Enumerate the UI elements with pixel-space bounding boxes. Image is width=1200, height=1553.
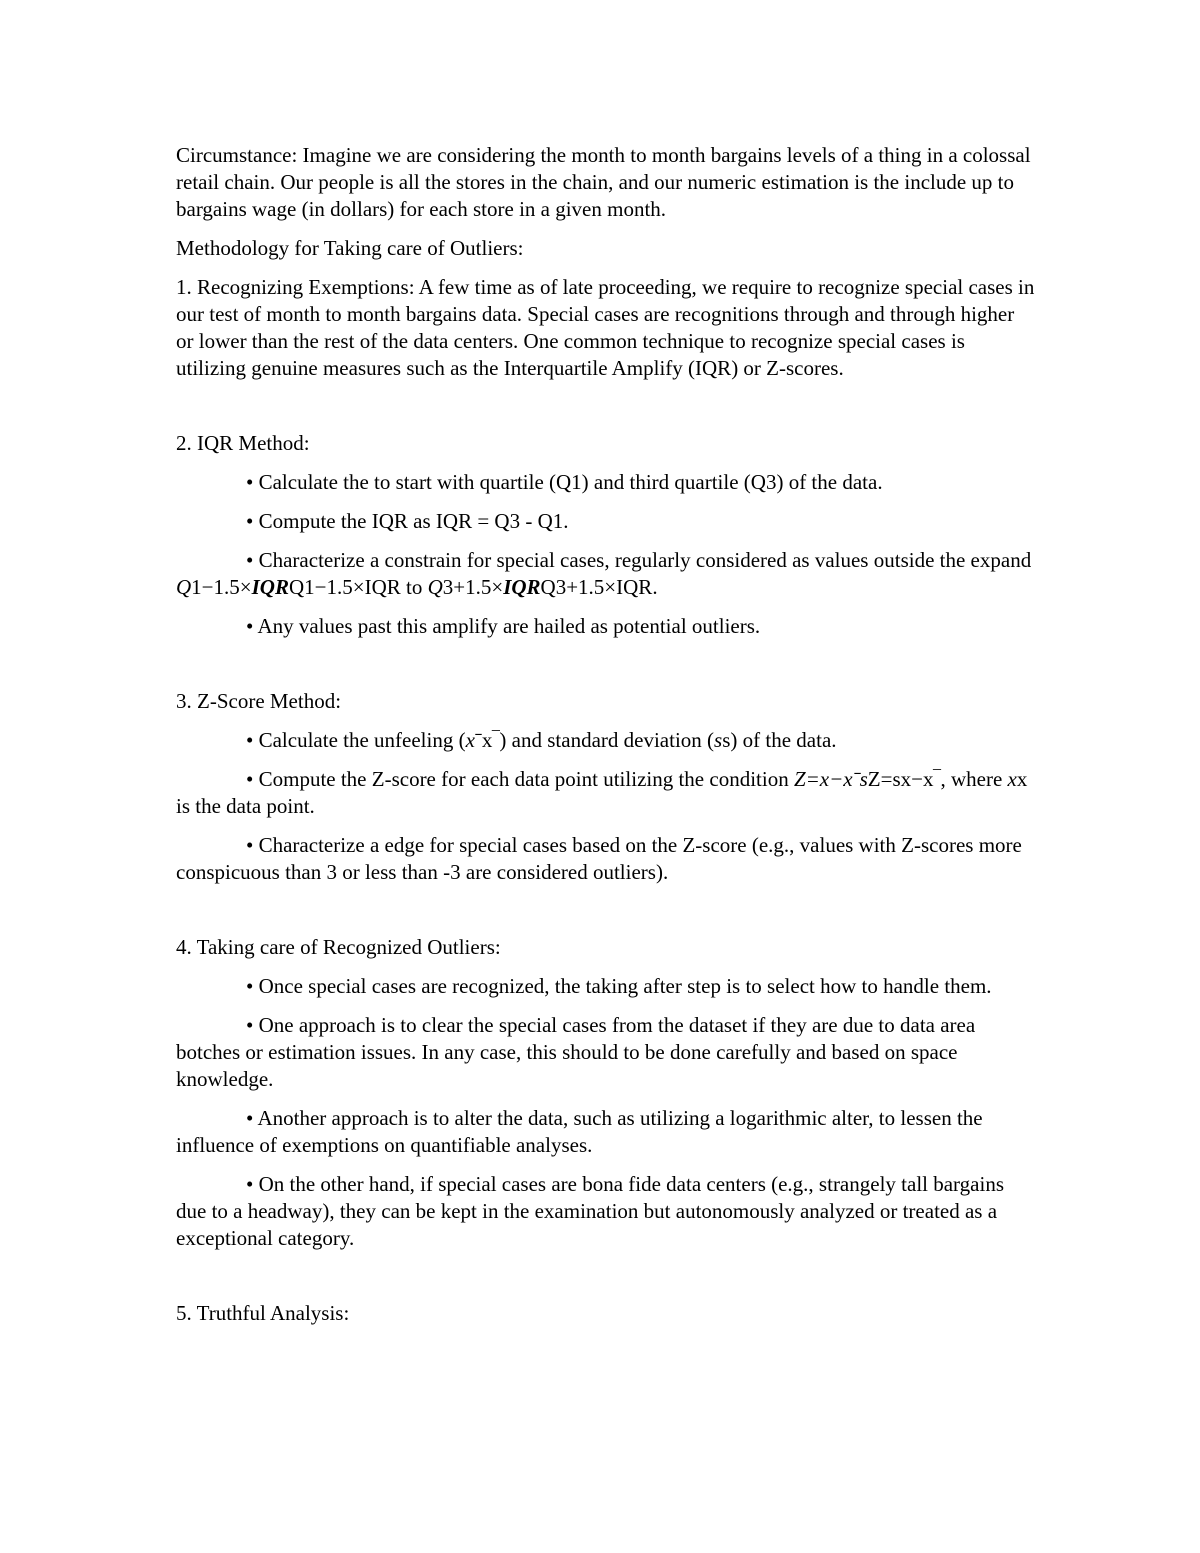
zscore-bullet-2-end: x is the data point. (176, 767, 1028, 818)
document-page (176, 142, 1036, 1339)
zscore-bullet-1-end: s) of the data. (722, 728, 837, 752)
math-z-plain: Z=sx−x‾, where (867, 767, 1008, 791)
math-q: Q (176, 575, 192, 599)
math-iqr: IQR (251, 575, 289, 599)
outlier-bullet-1: • Once special cases are recognized, the taking after step is to select how to handle them. (246, 974, 992, 998)
section-2-title: 2. IQR Method: (176, 431, 310, 455)
math-expr-plain: Q3+1.5×IQR. (540, 575, 658, 599)
spacer (176, 652, 1036, 688)
iqr-bullet-2: • Compute the IQR as IQR = Q3 - Q1. (246, 509, 569, 533)
zscore-bullet-2 (176, 766, 1036, 820)
math-expr: 3+1.5× (442, 575, 504, 599)
zscore-bullet-1-text: • Calculate the unfeeling ( (246, 728, 466, 752)
iqr-bullet-1: • Calculate the to start with quartile (Q1) and third quartile (Q3) of the data. (246, 470, 883, 494)
methodology-title: Methodology for Taking care of Outliers: (176, 236, 524, 260)
section-1-paragraph: 1. Recognizing Exemptions: A few time as of late proceeding, we require to recognize special cases in our test of month to month bargains data. Special cases are recognitions through and through higher or lower than the rest of the data centers. One common technique to recognize special cases is utilizing genuine measures such as the Interquartile Amplify (IQR) or Z-scores. (176, 275, 1035, 380)
math-x: x (465, 728, 475, 752)
intro-paragraph: Circumstance: Imagine we are considering the month to month bargains levels of a thing in a colossal retail chain. Our people is all the stores in the chain, and our numeric estimation is the include up to bargains wage (in dollars) for each store in a given month. (176, 143, 1031, 221)
zscore-bullet-2-text: • Compute the Z-score for each data point utilizing the condition (246, 767, 794, 791)
iqr-bullet-3 (176, 547, 1036, 601)
math-expr: 1−1.5× (191, 575, 252, 599)
math-expr-plain: Q1−1.5×IQR to (288, 575, 428, 599)
math-z-formula: Z=x−xˉs (793, 767, 868, 791)
outlier-bullet-2: • One approach is to clear the special cases from the dataset if they are due to data area botches or estimation issues. In any case, this should to be done carefully and based on space knowledge. (176, 1013, 976, 1091)
spacer (176, 898, 1036, 934)
section-4-title: 4. Taking care of Recognized Outliers: (176, 935, 501, 959)
zscore-bullet-3: • Characterize a edge for special cases based on the Z-score (e.g., values with Z-scores more conspicuous than 3 or less than -3 are considered outliers). (176, 833, 1022, 884)
spacer (176, 1264, 1036, 1300)
iqr-bullet-4: • Any values past this amplify are hailed as potential outliers. (246, 614, 761, 638)
spacer (176, 394, 1036, 430)
zscore-bullet-1 (176, 727, 1036, 754)
section-3-title: 3. Z-Score Method: (176, 689, 342, 713)
math-xbar: ˉx‾) and standard deviation ( (474, 728, 715, 752)
math-s: s (714, 728, 723, 752)
math-iqr: IQR (503, 575, 541, 599)
math-x: x (1007, 767, 1017, 791)
outlier-bullet-3: • Another approach is to alter the data, such as utilizing a logarithmic alter, to lessen the influence of exemptions on quantifiable analyses. (176, 1106, 983, 1157)
section-5-title: 5. Truthful Analysis: (176, 1301, 350, 1325)
outlier-bullet-4: • On the other hand, if special cases are bona fide data centers (e.g., strangely tall bargains due to a headway), they can be kept in the examination but autonomously analyzed or treated as a exceptional category. (176, 1172, 1004, 1250)
math-q: Q (427, 575, 443, 599)
iqr-bullet-3-text: • Characterize a constrain for special cases, regularly considered as values outside the expand (246, 548, 1032, 572)
